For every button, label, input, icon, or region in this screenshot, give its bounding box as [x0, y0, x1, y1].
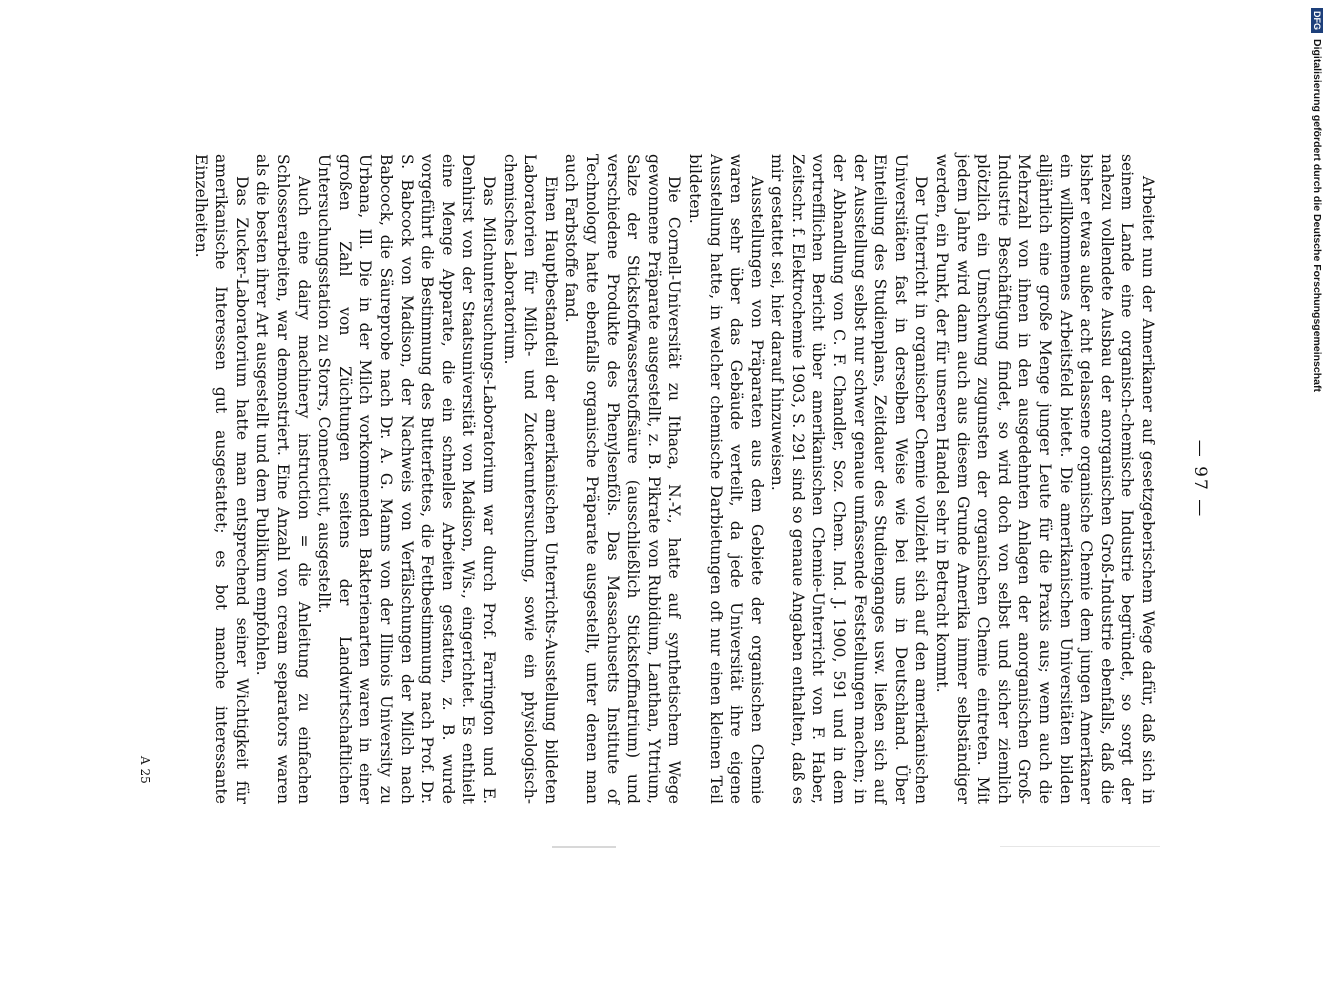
- scan-fold-line: [1000, 846, 1160, 847]
- paragraph-1: Arbeitet nun der Amerikaner auf gesetzgeberischem Wege dafür, daß sich in seinem Lande eine organisch-chemische Industrie begründet, so sorgt der nahezu vollendete Ausbau der anorganischen Groß-Industrie ebenfalls, daß die bisher etwas außer acht gelassene organische Chemie dem jungen Amerikaner ein willkommenes Arbeitsfeld bietet. Die amerikanischen Universitäten bilden alljährlich eine große Menge junger Leute für die Praxis aus; wenn auch die Mehrzahl von ihnen in den ausgedehnten Anlagen der anorganischen Groß-Industrie Beschäftigung findet, so wird doch von selbst und sicher ziemlich plötzlich ein Umschwung zugunsten der organischen Chemie eintreten. Mit jedem Jahre wird dann auch aus diesem Grunde Amerika immer selbständiger werden, ein Punkt, der für unseren Handel sehr in Betracht kommt.: [933, 154, 1157, 804]
- page-number: — 97 —: [1190, 439, 1210, 519]
- rotated-page: [138, 154, 1210, 804]
- paragraph-6: Das Milchuntersuchungs-Laboratorium war durch Prof. Farrington und E. Denhirst von der Staatsuniversität von Madison, Wis., eingerichtet. Es enthielt eine Menge Apparate, die ein schnelles Arbeiten gestatten, z. B. wurde vorgeführt die Bestimmung des Butterfettes, die Fettbestimmung nach Prof. Dr. S. Babcock von Madison, der Nachweis von Verfälschungen der Milch nach Babcock, die Säureprobe nach Dr. A. G. Manns von der Illinois University zu Urbana, Ill. Die in der Milch vorkommenden Bakterienarten waren in einer großen Zahl von Züchtungen seitens der Landwirtschaftlichen Untersuchungsstation zu Storrs, Connecticut, ausgestellt.: [315, 154, 498, 804]
- paragraph-2: Der Unterricht in organischer Chemie vollzieht sich auf den amerikanischen Universitäten fast in derselben Weise wie bei uns in Deutschland. Über Einteilung des Studienplans, Zeitdauer des Studienganges usw. ließen sich auf der Ausstellung selbst nur schwer genaue umfassende Feststellungen machen; in der Abhandlung von C. F. Chandler, Soz. Chem. Ind. J. 1900, 591 und in dem vortrefflichen Bericht über amerikanischen Chemie-Unterricht von F. Haber, Zeitschr. f. Elektrochemie 1903, S. 291 sind so genaue Angaben enthalten, daß es mir gestattet sei, hier darauf hinzuweisen.: [768, 154, 931, 804]
- stamp-text: Digitalisierung gefördert durch die Deutsche Forschungsgemeinschaft: [1311, 39, 1323, 392]
- dfg-logo-icon: DFG: [1311, 8, 1323, 33]
- digitization-stamp: [1301, 8, 1324, 398]
- paragraph-8: Das Zucker-Laboratorium hatte man entsprechend seiner Wichtigkeit für amerikanische Interessen gut ausgestattet; es bot manche interessante Einzelheiten.: [191, 154, 251, 804]
- paragraph-3: Ausstellungen von Präparaten aus dem Gebiete der organischen Chemie waren sehr über das Gebäude verteilt, da jede Universität ihre eigene Ausstellung hatte, in welcher chemische Darbietungen oft nur einen kleinen Teil bildeten.: [685, 154, 766, 804]
- sheet-signature: A 25: [138, 756, 152, 784]
- paragraph-4: Die Cornell-Universität zu Ithaca, N.-Y., hatte auf synthetischem Wege gewonnene Präparate ausgestellt, z. B. Pikrate von Rubidium, Lanthan, Yttrium, Salze der Stickstoffwasserstoffsäure (ausschließlich Stickstoffnatrium) und verschiedene Produkte des Phenylsenföls. Das Massachusetts Institute of Technology hatte ebenfalls organische Präparate ausgestellt, unter denen man auch Farbstoffe fand.: [562, 154, 684, 804]
- stamp-text-row: [1303, 8, 1323, 398]
- paragraph-5: Einen Hauptbestandteil der amerikanischen Unterrichts-Ausstellung bildeten Laboratorien für Milch- und Zuckeruntersuchung, sowie ein physiologisch-chemisches Laboratorium.: [500, 154, 560, 804]
- page-body: [190, 154, 1158, 804]
- scan-fold-line: [552, 846, 616, 848]
- paragraph-7: Auch eine dairy machinery instruction = die Anleitung zu einfachen Schlosserarbeiten, war demonstriert. Eine Anzahl von cream separators waren als die besten ihrer Art ausgestellt und dem Publikum empfohlen.: [253, 154, 313, 804]
